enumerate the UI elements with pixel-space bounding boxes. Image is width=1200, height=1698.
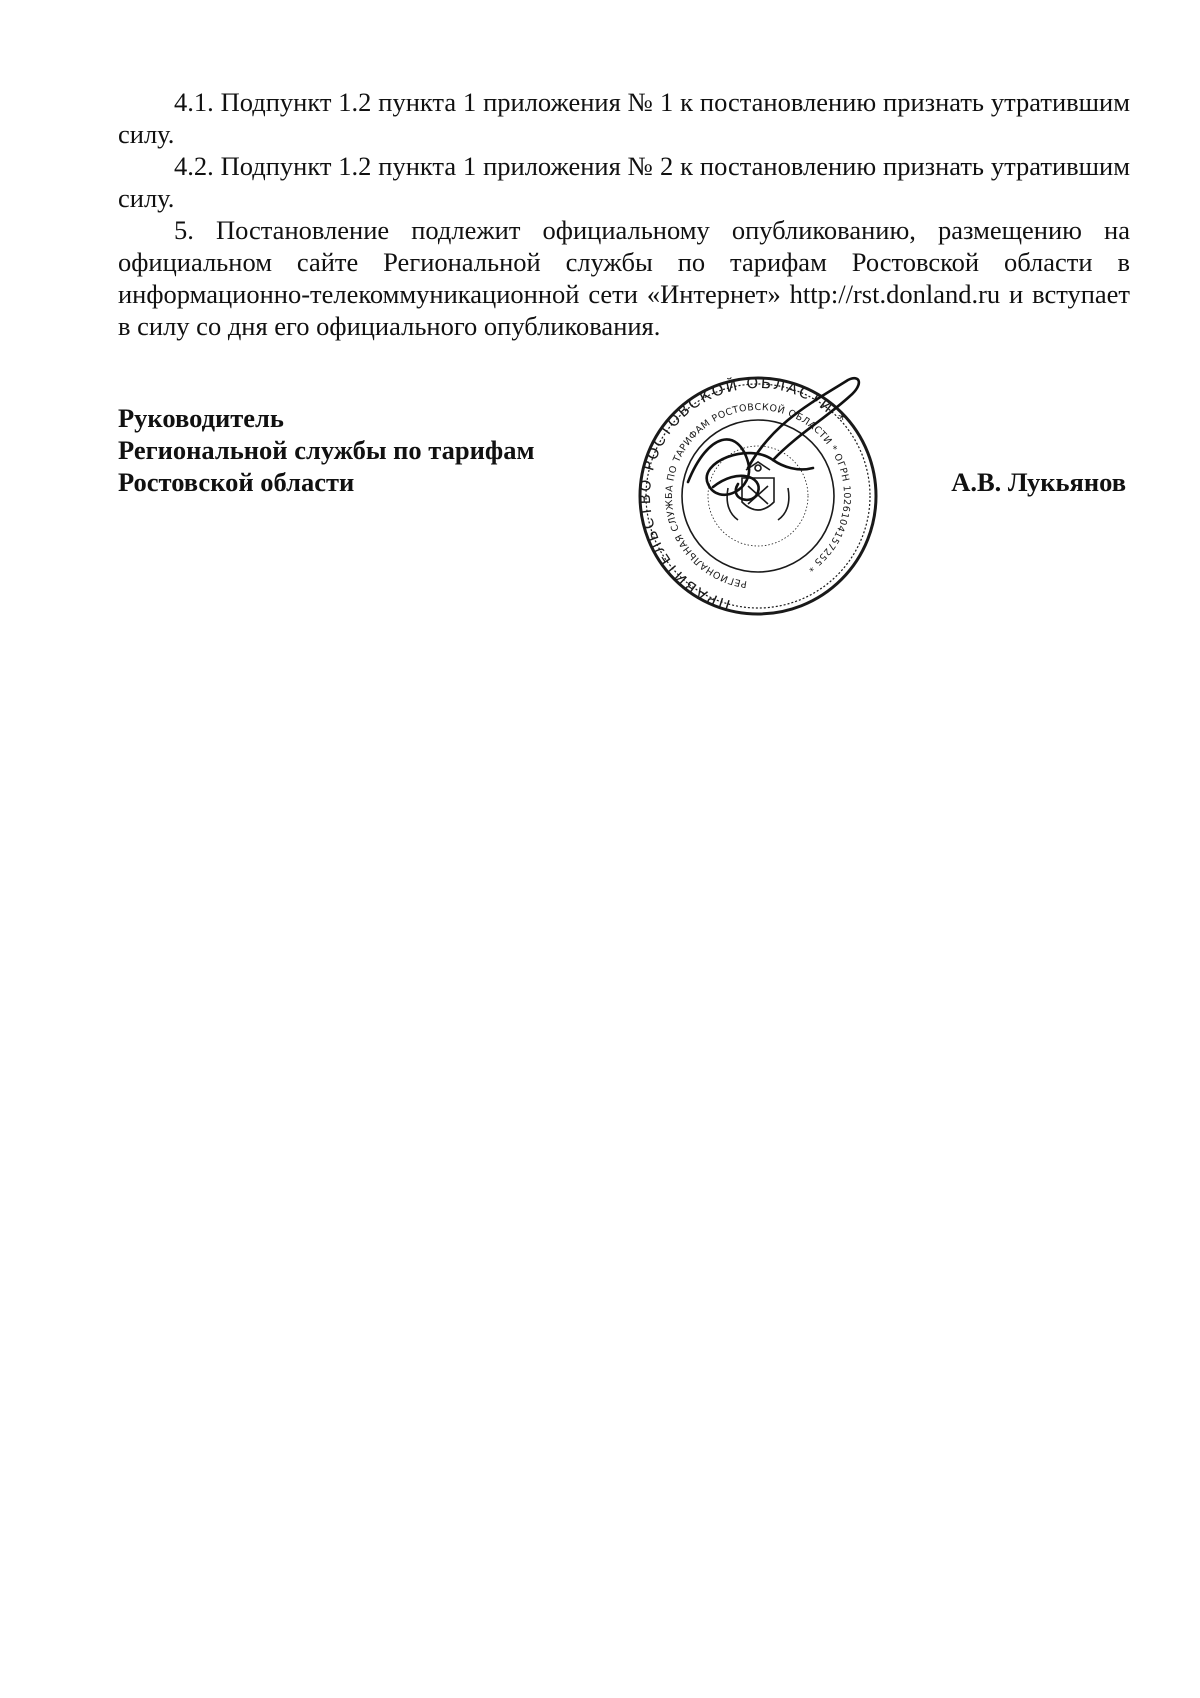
signature-block xyxy=(118,373,1130,642)
seal-stamp-icon xyxy=(598,372,888,632)
svg-text:ПРАВИТЕЛЬСТВО РОСТОВСКОЙ ОБЛ: ПРАВИТЕЛЬСТВО РОСТОВСКОЙ ОБЛАСТИ * xyxy=(635,373,851,615)
official-seal xyxy=(598,372,888,632)
signer-title-line-2: Региональной службы по тарифам xyxy=(118,435,535,465)
signer-title-line-1: Руководитель xyxy=(118,403,284,433)
signer-name: А.В. Лукьянов xyxy=(951,467,1126,497)
document-body xyxy=(118,86,1130,342)
signer-title-line-3: Ростовской области xyxy=(118,467,355,497)
svg-text:РЕГИОНАЛЬНАЯ СЛУЖБА ПО ТАРИФАМ: РЕГИОНАЛЬНАЯ СЛУЖБА ПО ТАРИФАМ РОСТОВСКОЙ ОБЛАСТИ * ОГРН 1026104157255 * xyxy=(663,401,853,590)
paragraph-4-1: 4.1. Подпункт 1.2 пункта 1 приложения № 1 к постановлению признать утратившим силу. xyxy=(118,87,1130,149)
paragraph-4-2: 4.2. Подпункт 1.2 пункта 1 приложения № 2 к постановлению признать утратившим силу. xyxy=(118,151,1130,213)
signer-title xyxy=(118,402,535,498)
paragraph-5: 5. Постановление подлежит официальному опубликованию, размещению на официальном сайте Региональной службы по тарифам Ростовской области в информационно-телекоммуникационной сети «Интернет» http://rst.donland.ru и вступает в силу со дня его официального опубликования. xyxy=(118,215,1130,341)
